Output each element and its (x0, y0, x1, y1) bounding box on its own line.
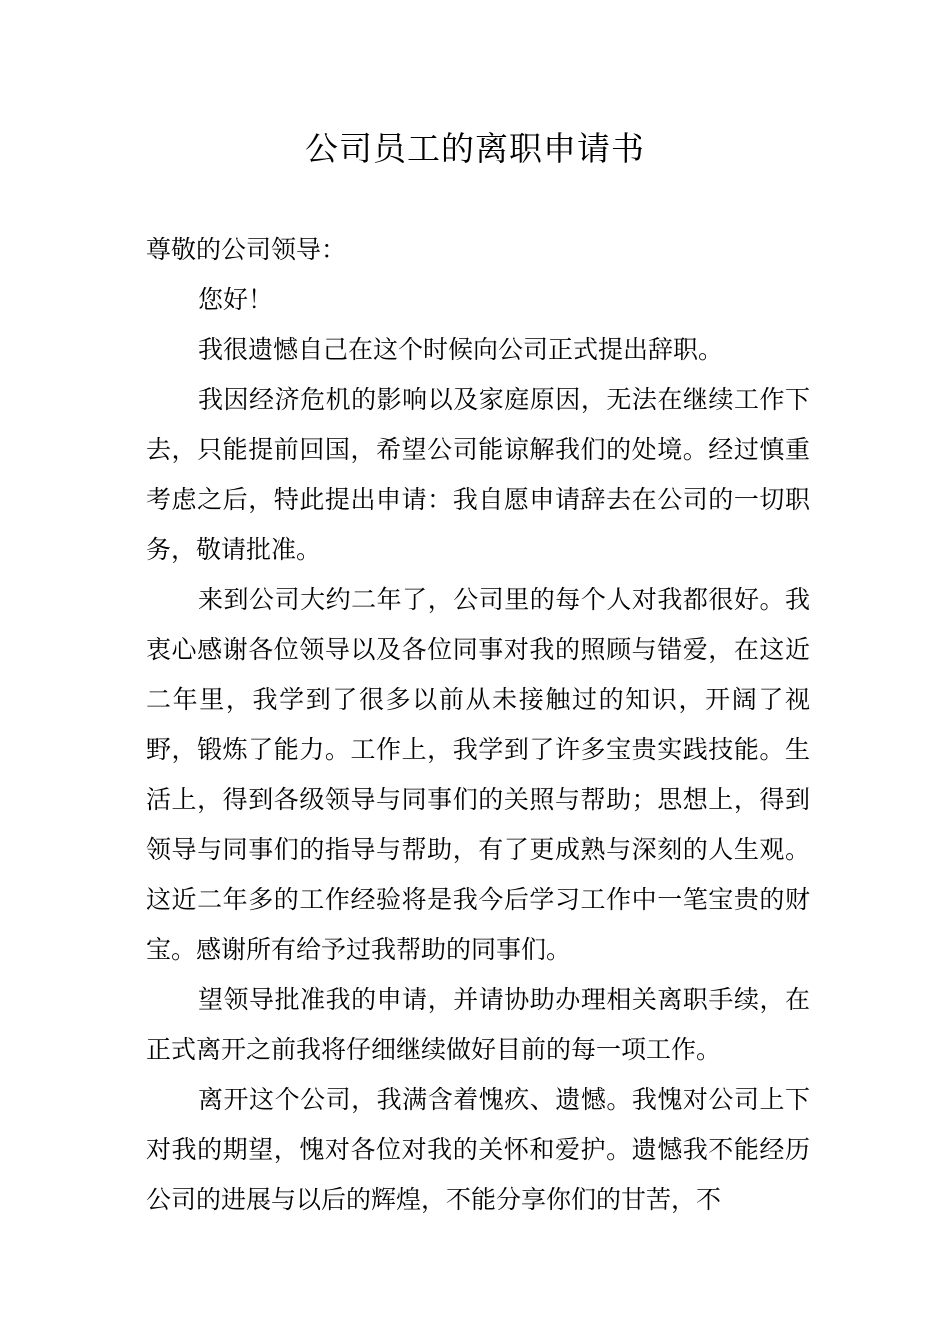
paragraph-regret: 离开这个公司，我满含着愧疚、遗憾。我愧对公司上下对我的期望，愧对各位对我的关怀和爱护。遗憾我不能经历公司的进展与以后的辉煌，不能分享你们的甘苦，不 (146, 1085, 810, 1214)
paragraph-request: 望领导批准我的申请，并请协助办理相关离职手续，在正式离开之前我将仔细继续做好目前的每一项工作。 (146, 985, 810, 1064)
document-title: 公司员工的离职申请书 (305, 129, 645, 168)
paragraph-resignation-statement: 我很遗憾自己在这个时候向公司正式提出辞职。 (198, 335, 724, 364)
paragraph-gratitude: 来到公司大约二年了，公司里的每个人对我都很好。我衷心感谢各位领导以及各位同事对我的照顾与错爱，在这近二年里，我学到了很多以前从未接触过的知识，开阔了视野，锻炼了能力。工作上，我学到了许多宝贵实践技能。生活上，得到各级领导与同事们的关照与帮助；思想上，得到领导与同事们的指导与帮助，有了更成熟与深刻的人生观。这近二年多的工作经验将是我今后学习工作中一笔宝贵的财宝。感谢所有给予过我帮助的同事们。 (146, 585, 810, 964)
salutation: 尊敬的公司领导： (146, 235, 347, 264)
letter-body (146, 225, 810, 1225)
paragraph-greeting: 您好！ (198, 285, 274, 314)
paragraph-reason: 我因经济危机的影响以及家庭原因，无法在继续工作下去，只能提前回国，希望公司能谅解我们的处境。经过慎重考虑之后，特此提出申请：我自愿申请辞去在公司的一切职务，敬请批准。 (146, 385, 810, 564)
